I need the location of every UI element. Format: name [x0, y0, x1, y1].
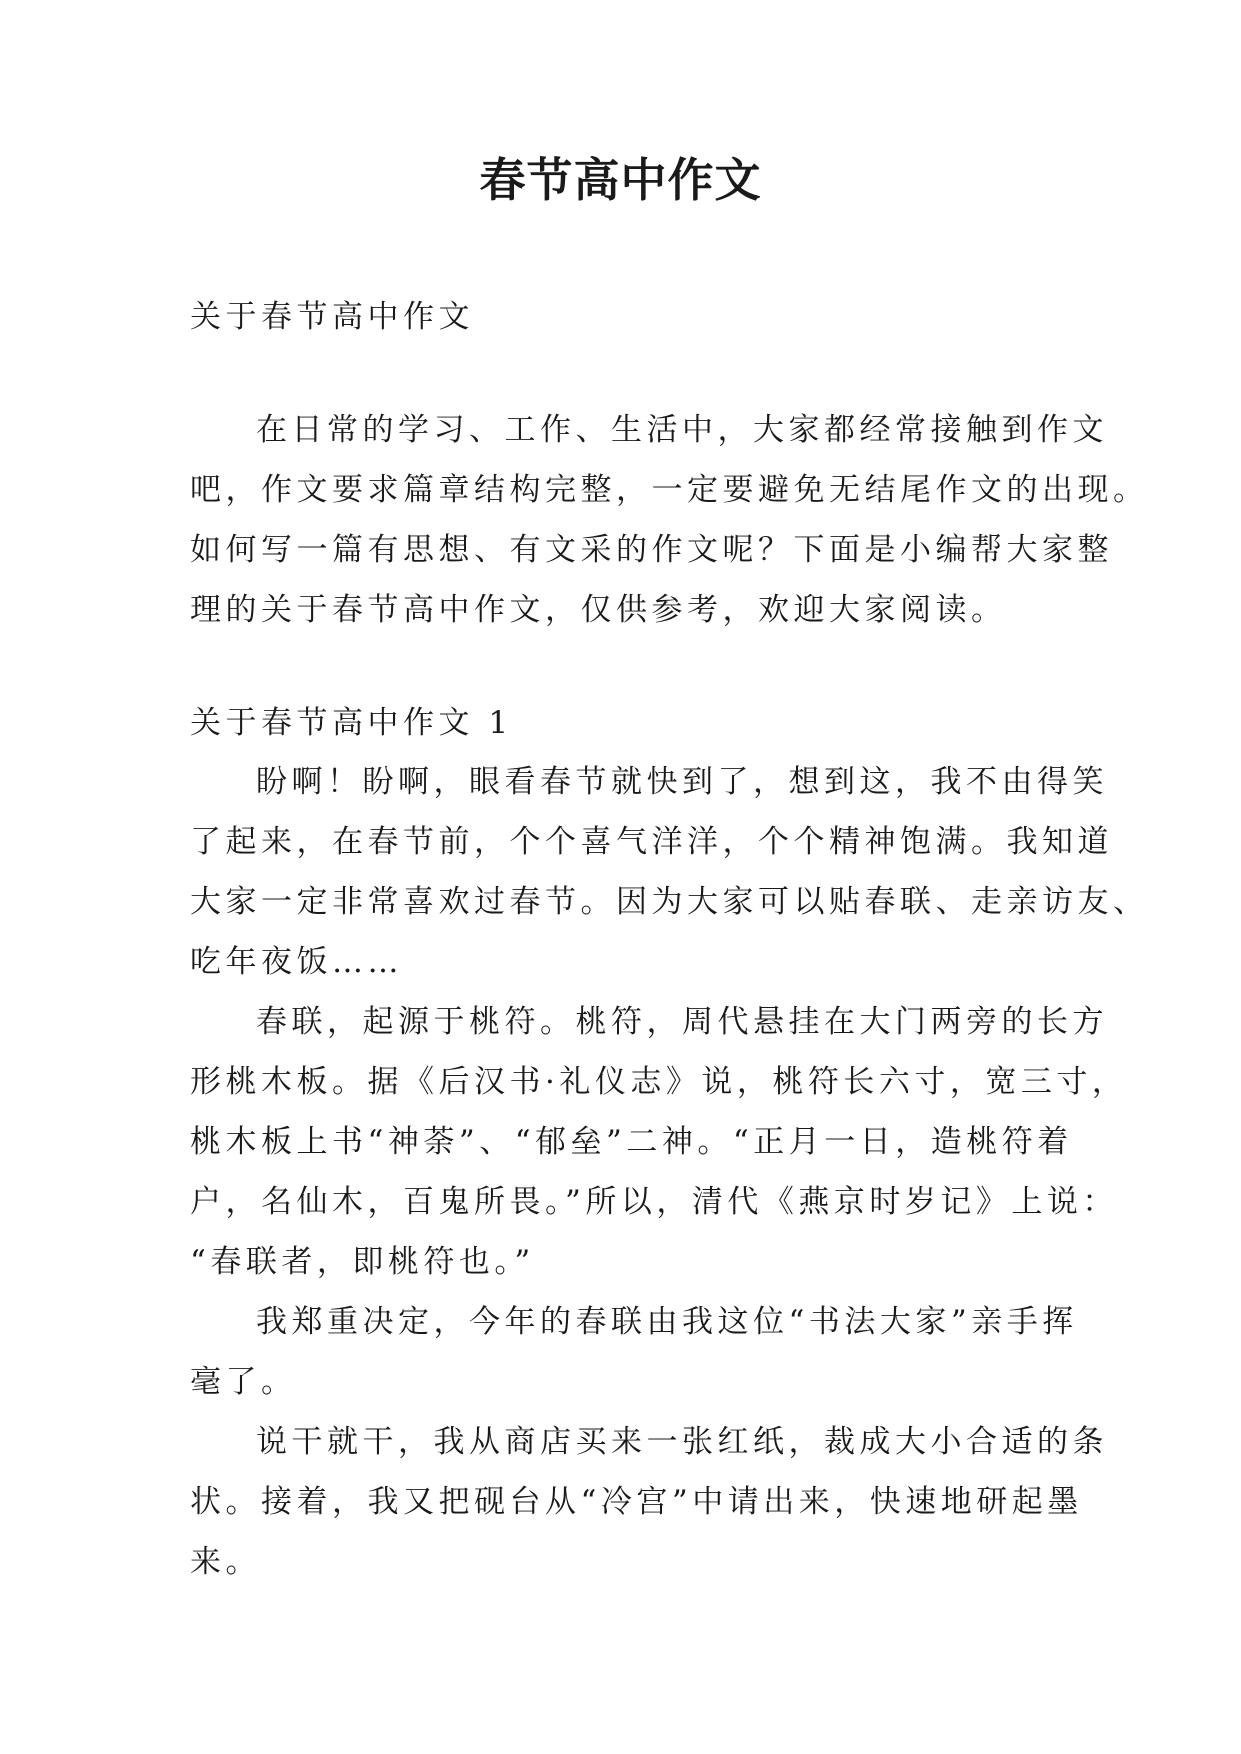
document-title: 春节高中作文 [479, 153, 762, 207]
paragraph-line: 毫了。 [190, 1364, 297, 1400]
intro-line: 在日常的学习、工作、生活中，大家都经常接触到作文 [256, 412, 1108, 448]
intro-line: 吧，作文要求篇章结构完整，一定要避免无结尾作文的出现。 [190, 472, 1149, 508]
paragraph-line: 盼啊！盼啊，眼看春节就快到了，想到这，我不由得笑 [256, 764, 1108, 800]
paragraph-line: 来。 [190, 1544, 261, 1580]
paragraph-line: 我郑重决定，今年的春联由我这位“书法大家”亲手挥 [256, 1304, 1078, 1340]
paragraph-line: 大家一定非常喜欢过春节。因为大家可以贴春联、走亲访友、 [190, 884, 1149, 920]
paragraph-line: 春联，起源于桃符。桃符，周代悬挂在大门两旁的长方 [256, 1004, 1108, 1040]
paragraph-line: 状。接着，我又把砚台从“冷宫”中请出来，快速地研起墨 [190, 1484, 1083, 1520]
paragraph-line: “春联者，即桃符也。” [190, 1244, 535, 1280]
intro-line: 如何写一篇有思想、有文采的作文呢？下面是小编帮大家整 [190, 532, 1113, 568]
paragraph-line: 户，名仙木，百鬼所畏。”所以，清代《燕京时岁记》上说： [190, 1184, 1118, 1220]
paragraph-line: 吃年夜饭…… [190, 944, 403, 980]
paragraph-line: 形桃木板。据《后汉书·礼仪志》说，桃符长六寸，宽三寸， [190, 1064, 1128, 1100]
document-subtitle: 关于春节高中作文 [190, 299, 474, 335]
paragraph-line: 了起来，在春节前，个个喜气洋洋，个个精神饱满。我知道 [190, 824, 1113, 860]
paragraph-line: 说干就干，我从商店买来一张红纸，裁成大小合适的条 [256, 1424, 1108, 1460]
section-heading: 关于春节高中作文 1 [190, 705, 513, 741]
paragraph-line: 桃木板上书“神荼”、“郁垒”二神。“正月一日，造桃符着 [190, 1124, 1073, 1160]
intro-line: 理的关于春节高中作文，仅供参考，欢迎大家阅读。 [190, 592, 1007, 628]
